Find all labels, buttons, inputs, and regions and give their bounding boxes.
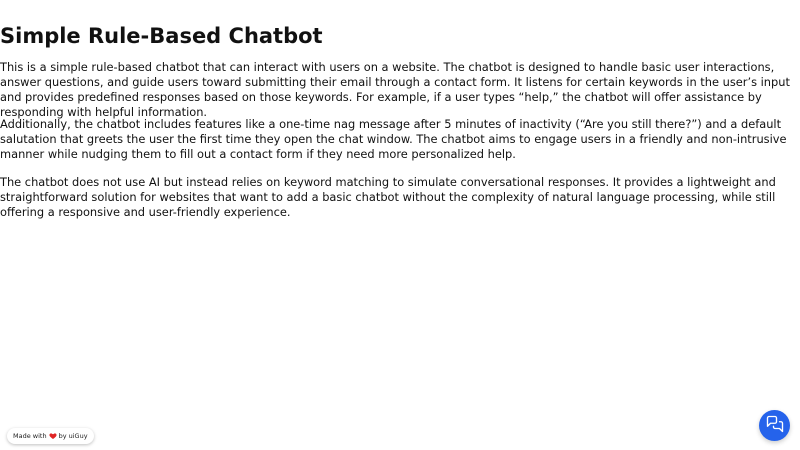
intro-paragraph: This is a simple rule-based chatbot that can interact with users on a website. The chatbot is designed to handle basic user interactions, answer questions, and guide users toward submitting their email through a contact form. It listens for certain keywords in the user’s input and provides predefined responses based on those keywords. For example, if a user types “help,” the chatbot will offer assistance by responding with helpful information. bbox=[0, 60, 790, 119]
made-by-label: by uiGuy bbox=[58, 432, 88, 440]
chat-launcher-button[interactable] bbox=[759, 410, 790, 441]
page-title: Simple Rule-Based Chatbot bbox=[0, 24, 323, 48]
made-with-badge[interactable] bbox=[7, 428, 94, 444]
features-paragraph: Additionally, the chatbot includes features like a one-time nag message after 5 minutes of inactivity (“Are you still there?”) and a default salutation that greets the user the first time they open the chat window. The chatbot aims to engage users in a friendly and non-intrusive manner while nudging them to fill out a contact form if they need more personalized help. bbox=[0, 117, 787, 161]
made-with-label: Made with bbox=[13, 432, 47, 440]
chat-bubbles-icon bbox=[766, 415, 784, 437]
heart-icon bbox=[49, 432, 57, 440]
summary-paragraph: The chatbot does not use AI but instead relies on keyword matching to simulate conversational responses. It provides a lightweight and straightforward solution for websites that want to add a basic chatbot without the complexity of natural language processing, while still offering a responsive and user-friendly experience. bbox=[0, 175, 776, 219]
